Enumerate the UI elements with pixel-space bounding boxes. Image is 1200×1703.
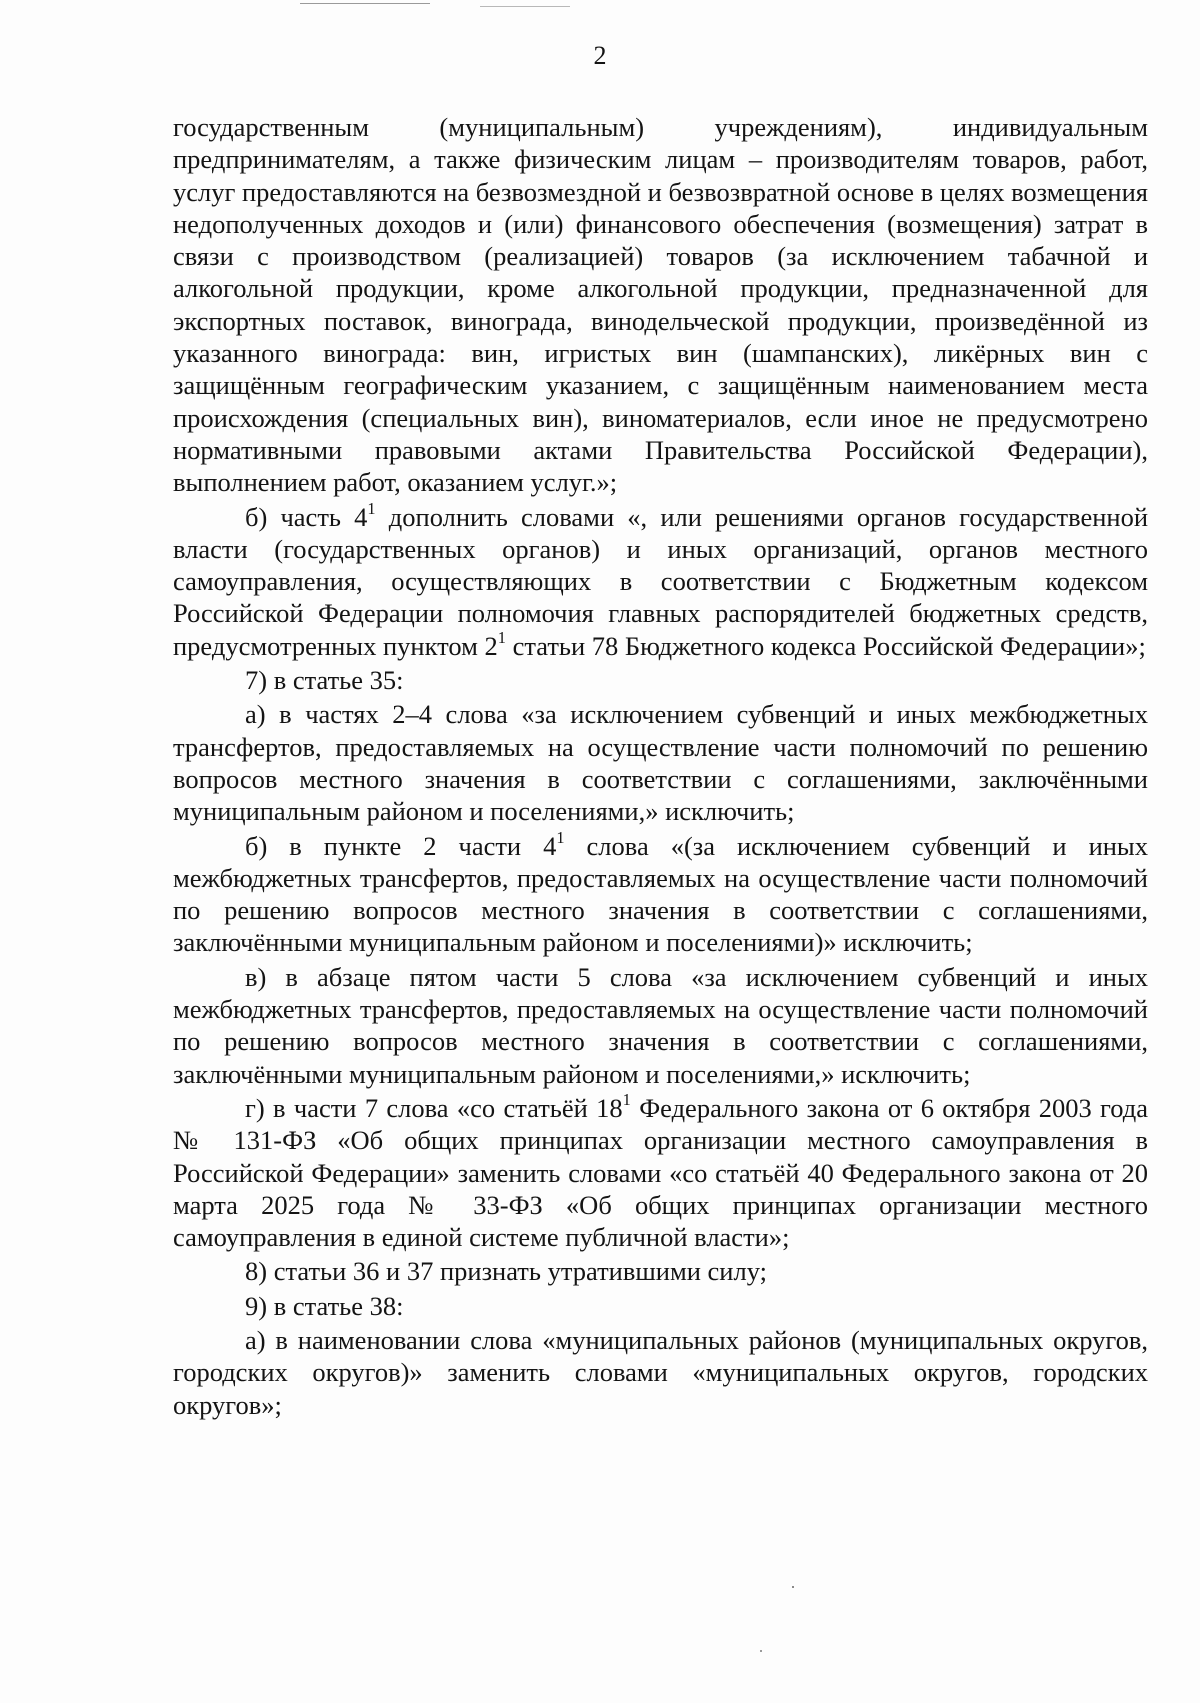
superscript: 1 (556, 827, 565, 847)
superscript: 1 (497, 627, 506, 647)
page-number: 2 (593, 41, 607, 70)
paragraph-item-7a: а) в частях 2–4 слова «за исключением субвенций и иных межбюджетных трансфертов, предоставляемых на осуществление части полномочий по решению вопросов местного значения в соответствии с соглашениями, заключёнными муниципальным районом и поселениями,» исключить; (173, 699, 1148, 827)
scan-artifact-dot (760, 1650, 762, 1652)
paragraph-item-7: 7) в статье 35: (245, 665, 404, 696)
paragraph-item-7g: г) в части 7 слова «со статьёй $18^1$ Федерального закона от 6 октября 2003 года № 131-ФЗ «Об общих принципах организации местного самоуправления в Российской Федерации» заменить словами «со статьёй 40 Федерального закона от 20 марта 2025 года № 33-ФЗ «Об общих принципах организации местного самоуправления в единой системе публичной власти»; (173, 1090, 1148, 1253)
paragraph-b-part-4-1: б) часть $4^1$ дополнить словами «, или решениями органов государственной власти (государственных органов) и иных организаций, органов местного самоуправления, осуществляющих в соответствии с Бюджетным кодексом Российской Федерации полномочия главных распорядителей бюджетных средств, предусмотренных пунктом $2^1$ статьи 78 Бюджетного кодекса Российской Федерации»; (173, 498, 1148, 661)
paragraph-item-7b: б) в пункте 2 части $4^1$ слова «(за исключением субвенций и иных межбюджетных трансфертов, предоставляемых на осуществление части полномочий по решению вопросов местного значения в соответствии с соглашениями, заключёнными муниципальным районом и поселениями)» исключить; (173, 827, 1148, 958)
paragraph-item-8: 8) статьи 36 и 37 признать утратившими силу; (245, 1256, 767, 1287)
paragraph-item-9a: а) в наименовании слова «муниципальных районов (муниципальных округов, городских округов)» заменить словами «муниципальных округов, городских округов»; (173, 1324, 1148, 1420)
document-body (173, 111, 1148, 1421)
paragraph-item-9: 9) в статье 38: (245, 1290, 404, 1321)
paragraph-item-7v: в) в абзаце пятом части 5 слова «за исключением субвенций и иных межбюджетных трансфертов, предоставляемых на осуществление части полномочий по решению вопросов местного значения в соответствии с соглашениями, заключёнными муниципальным районом и поселениями,» исключить; (173, 961, 1148, 1089)
scan-artifact-dot (792, 1586, 794, 1588)
scan-artifact-line (480, 6, 570, 7)
superscript: 1 (622, 1090, 631, 1110)
scan-artifact-line (300, 3, 430, 4)
paragraph-continuation: государственным (муниципальным) учреждениям), индивидуальным предпринимателям, а также физическим лицам – производителям товаров, работ, услуг предоставляются на безвозмездной и безвозвратной основе в целях возмещения недополученных доходов и (или) финансового обеспечения (возмещения) затрат в связи с производством (реализацией) товаров (за исключением табачной и алкогольной продукции, кроме алкогольной продукции, предназначенной для экспортных поставок, винограда, винодельческой продукции, произведённой из указанного винограда: вин, игристых вин (шампанских), ликёрных вин с защищённым географическим указанием, с защищённым наименованием места происхождения (специальных вин), виноматериалов, если иное не предусмотрено нормативными правовыми актами Правительства Российской Федерации), выполнением работ, оказанием услуг.»; (173, 112, 1148, 498)
superscript: 1 (367, 498, 376, 518)
